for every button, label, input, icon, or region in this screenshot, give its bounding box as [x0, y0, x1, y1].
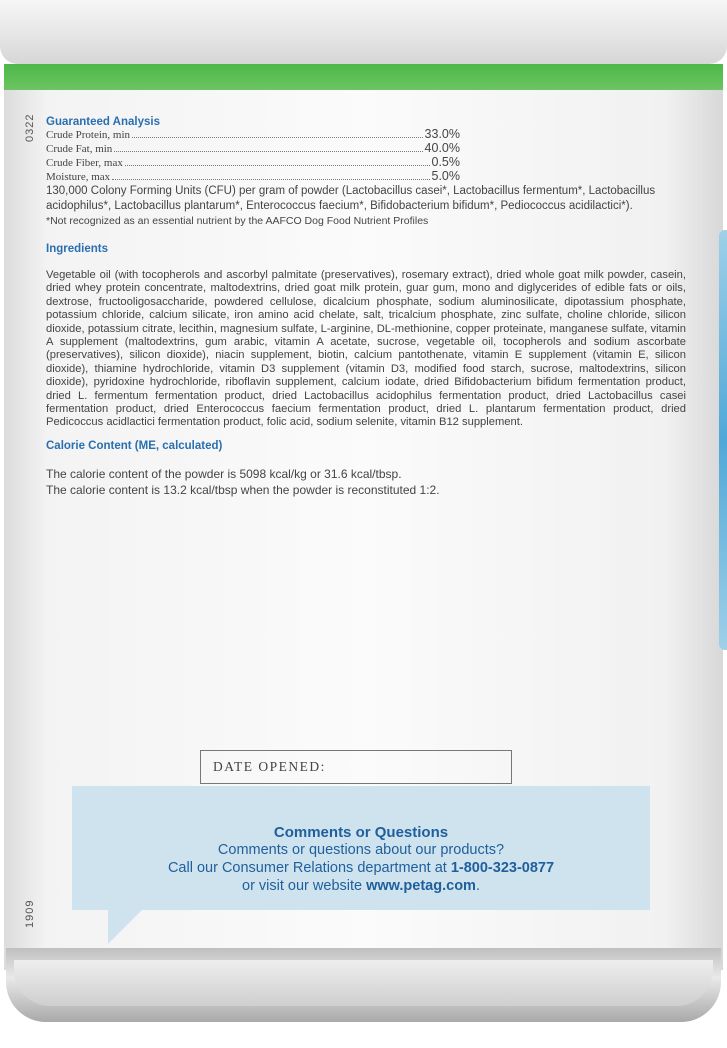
- calorie-line-1: The calorie content of the powder is 5098 kcal/kg or 31.6 kcal/tbsp.: [46, 466, 402, 481]
- call-text: Call our Consumer Relations department at: [167, 860, 451, 876]
- speech-bubble-tail: [108, 910, 142, 944]
- comments-line-2: [72, 859, 650, 877]
- aafco-note: *Not recognized as an essential nutrient by the AAFCO Dog Food Nutrient Profiles: [46, 215, 429, 227]
- leader-dots: [112, 179, 429, 180]
- label-edge-graphic: [719, 230, 727, 650]
- can-bottom-rim-inner: [14, 960, 713, 1006]
- analysis-label: Moisture, max: [46, 171, 111, 183]
- analysis-label: Crude Protein, min: [46, 129, 131, 141]
- ingredients-heading: Ingredients: [46, 243, 108, 255]
- analysis-row: [46, 128, 460, 142]
- analysis-row: [46, 142, 460, 156]
- website-suffix: .: [475, 878, 480, 894]
- website-url: www.petag.com: [366, 878, 476, 894]
- comments-title: Comments or Questions: [273, 824, 449, 841]
- analysis-row: [46, 170, 460, 184]
- cfu-statement: 130,000 Colony Forming Units (CFU) per gram of powder (Lactobacillus casei*, Lactobacillus fermentum*, Lactobacillus acidophilus*, Lactobacillus plantarum*, Enterococcus faecium*, Bifidobacterium bifidum*, Pediococcus acidilactici*).: [46, 185, 656, 212]
- analysis-value: 5.0%: [431, 169, 460, 183]
- calorie-text: [46, 466, 686, 498]
- calorie-line-2: The calorie content is 13.2 kcal/tbsp when the powder is reconstituted 1:2.: [46, 482, 440, 497]
- analysis-row: [46, 156, 460, 170]
- analysis-heading: Guaranteed Analysis: [46, 116, 160, 128]
- ingredients-text: Vegetable oil (with tocopherols and ascorbyl palmitate (preservatives), rosemary extract), dried whole goat milk powder, casein, dried whey protein concentrate, maltodextrins, dried goat milk protein, guar gum, mono and diglycerides of edible fats or oils, dextrose, fructooligosaccharide, powdered cellulose, dicalcium phosphate, sodium aluminosilicate, dipotassium phosphate, potassium chloride, calcium silicate, iron amino acid chelate, salt, tricalcium phosphate, zinc sulfate, choline chloride, silicon dioxide, potassium citrate, lecithin, magnesium sulfate, L-arginine, DL-methionine, copper proteinate, manganese sulfate, vitamin A supplement (maltodextrins, gum arabic, vitamin A acetate, sucrose, vegetable oil, tocopherols and sodium ascorbate (preservatives), silicon dioxide), niacin supplement, biotin, calcium pantothenate, vitamin E supplement (vitamin E, silicon dioxide), thiamine hydrochloride, vitamin D3 supplement (vitamin D3, modified food starch, sucrose, maltodextrins, silicon dioxide), pyridoxine hydrochloride, riboflavin supplement, calcium iodate, dried Bifidobacterium bifidum fermentation product, dried L. fermentum fermentation product, dried Lactobacillus acidophilus fermentation product, dried Lactobacillus casei fermentation product, dried Enterococcus faecium fermentation product, dried L. plantarum fermentation product, dried Pedicoccus acidlactici fermentation product, folic acid, sodium selenite, vitamin B12 supplement.: [46, 269, 686, 429]
- leader-dots: [114, 151, 422, 152]
- website-prefix: or visit our website: [242, 878, 367, 894]
- leader-dots: [132, 137, 423, 138]
- analysis-value: 0.5%: [431, 155, 460, 169]
- leader-dots: [125, 165, 430, 166]
- comments-line-1: Comments or questions about our products?: [217, 842, 505, 858]
- analysis-value: 33.0%: [424, 127, 460, 141]
- comments-box: [72, 786, 650, 910]
- comments-line-3: [72, 877, 650, 895]
- analysis-label: Crude Fat, min: [46, 143, 113, 155]
- date-opened-box: DATE OPENED:: [200, 750, 512, 784]
- lot-code-bottom: 1909: [24, 899, 36, 928]
- lot-code-top: 0322: [24, 113, 36, 142]
- calorie-heading: Calorie Content (ME, calculated): [46, 439, 223, 452]
- can-lid: [0, 0, 727, 64]
- phone-number: 1-800-323-0877: [450, 860, 555, 876]
- green-band: [4, 64, 723, 90]
- label-text: [46, 116, 686, 498]
- analysis-label: Crude Fiber, max: [46, 157, 123, 169]
- analysis-value: 40.0%: [424, 141, 460, 155]
